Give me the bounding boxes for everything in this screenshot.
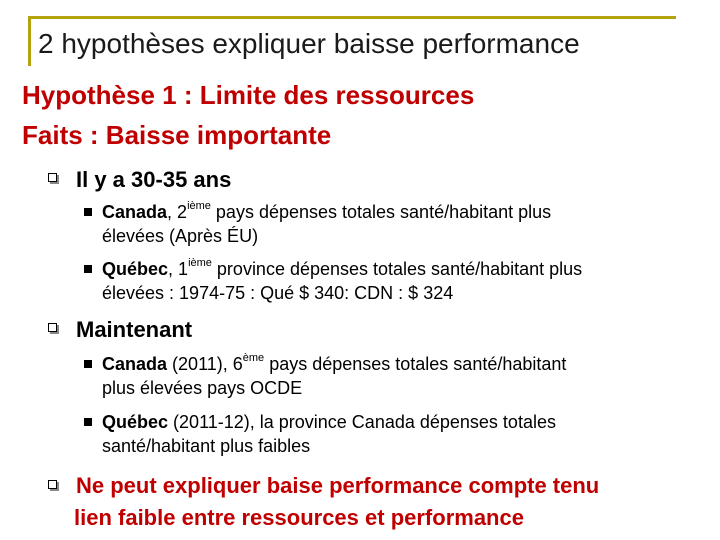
conclusion-line1: Ne peut expliquer baise performance compte tenu <box>76 473 600 498</box>
list-item-text <box>102 352 702 400</box>
item-line2: élevées : 1974-75 : Qué $ 340: CDN : $ 324 <box>102 283 454 303</box>
square-bullet-icon <box>84 418 92 426</box>
square-bullet-icon <box>84 208 92 216</box>
item-rank: 2 <box>177 202 188 222</box>
hollow-square-bullet-icon <box>48 173 57 182</box>
slide-title: 2 hypothèses expliquer baisse performance <box>38 28 580 59</box>
item-subject: Canada <box>102 354 168 374</box>
item-line1: pays dépenses totales santé/habitant plus <box>215 202 552 222</box>
item-rank-suffix: ième <box>188 257 212 269</box>
item-rank: 1 <box>178 259 189 279</box>
item-subject: Québec <box>102 259 169 279</box>
list-item-text: Québec, 1ième province dépenses totales santé/habitant plus élevées : 1974-75 : Qué $ 340: CDN : $ 324 <box>102 257 583 303</box>
item-detail: (2011), 6 <box>172 354 243 374</box>
item-subject: Canada <box>102 202 168 222</box>
item-line1: (2011-12), la province Canada dépenses totales <box>173 412 556 432</box>
list-item-text <box>102 410 702 458</box>
item-line1: province dépenses totales santé/habitant plus <box>216 259 583 279</box>
hollow-square-bullet-icon <box>48 323 57 332</box>
section-label: Il y a 30-35 ans <box>76 167 232 192</box>
hollow-square-bullet-icon <box>48 480 57 489</box>
item-line2: plus élevées pays OCDE <box>102 378 303 398</box>
item-subject: Québec <box>102 412 169 432</box>
item-rank-suffix: ème <box>242 352 265 364</box>
item-line1: pays dépenses totales santé/habitant <box>269 354 567 374</box>
square-bullet-icon <box>84 265 92 273</box>
item-line2: élevées (Après ÉU) <box>102 226 259 246</box>
hypothesis-heading: Hypothèse 1 : Limite des ressources <box>22 80 475 110</box>
section-label: Maintenant <box>76 317 193 342</box>
list-item-text: Canada, 2ième pays dépenses totales santé/habitant plus élevées (Après ÉU) <box>102 200 552 246</box>
item-line2: santé/habitant plus faibles <box>102 436 311 456</box>
conclusion-line2: lien faible entre ressources et performance <box>74 505 524 530</box>
facts-heading: Faits : Baisse importante <box>22 120 332 150</box>
square-bullet-icon <box>84 360 92 368</box>
item-rank-suffix: ième <box>187 200 211 212</box>
